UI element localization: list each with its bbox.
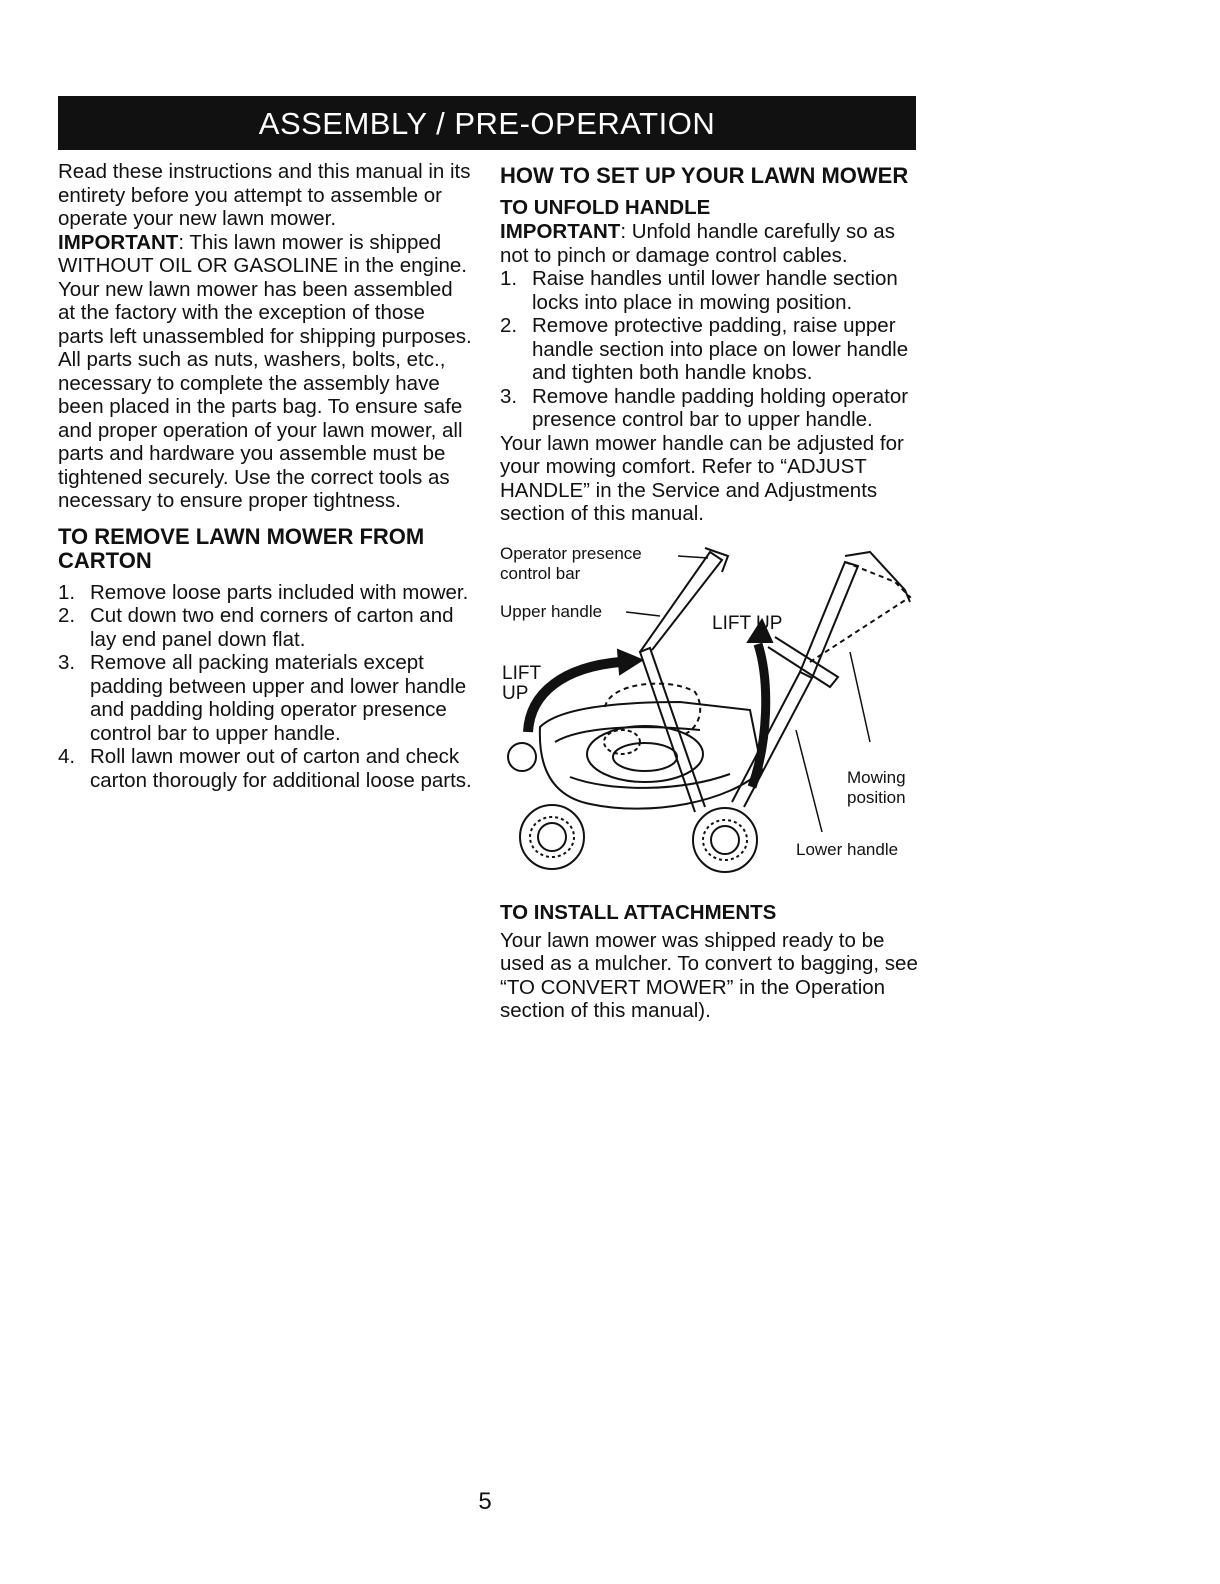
step-text: Cut down two end corners of carton and lay end panel down flat. (90, 604, 454, 651)
page-number: 5 (478, 1488, 492, 1515)
label-mowing-line2: position (847, 787, 906, 807)
handle-crossbar (768, 637, 838, 687)
step-text: Remove protective padding, raise upper handle section into place on lower handle and tighten both handle knobs. (532, 314, 909, 384)
side-wheel (508, 743, 536, 771)
step-number: 1. (500, 267, 518, 290)
list-item (58, 745, 473, 792)
leader-operator-bar (678, 556, 708, 558)
attach-heading: TO INSTALL ATTACHMENTS (500, 900, 777, 924)
leader-lower-handle (796, 730, 822, 832)
step-text: Remove loose parts included with mower. (90, 580, 469, 604)
remove-steps (58, 581, 473, 793)
step-number: 1. (58, 580, 76, 604)
label-mowing-line1: Mowing (847, 767, 906, 787)
important-label: IMPORTANT (500, 220, 621, 243)
mower-deck (540, 702, 762, 809)
deck-swirl (613, 743, 677, 771)
list-item (58, 604, 473, 651)
setup-heading: HOW TO SET UP YOUR LAWN MOWER (500, 163, 909, 188)
engine-cap (604, 730, 640, 754)
important-note (58, 231, 473, 278)
important-text: : Unfold handle carefully so as not to pinch or damage control cables. (500, 220, 895, 267)
leader-upper-handle (626, 612, 660, 616)
label-lift-up-left (502, 664, 541, 704)
important-text: : This lawn mower is shipped WITHOUT OIL OR GASOLINE in the engine. (58, 230, 467, 277)
rear-wheel-hub (711, 826, 739, 854)
label-operator-bar-line1: Operator presence (500, 543, 642, 563)
step-number: 4. (58, 745, 76, 768)
step-number: 2. (58, 604, 76, 627)
step-text: Remove all packing materials except padding between upper and lower handle and padding holding operator presence control bar to upper handle. (90, 651, 467, 745)
right-column (500, 164, 920, 1023)
list-item (500, 267, 920, 314)
step-number: 3. (500, 384, 518, 408)
leader-mowing (850, 652, 870, 742)
list-item (500, 314, 920, 385)
section-banner: ASSEMBLY / PRE-OPERATION (58, 96, 916, 150)
lift-arrow-right (752, 644, 766, 787)
list-item (500, 385, 920, 432)
front-wheel-hub (538, 823, 566, 851)
remove-heading: TO REMOVE LAWN MOWER FROM CARTON (58, 523, 425, 573)
list-item (58, 651, 473, 745)
step-text: Raise handles until lower handle section locks into place in mowing position. (532, 267, 898, 314)
upper-handle-folded (640, 552, 722, 652)
label-mowing-position (847, 768, 906, 808)
step-text: Roll lawn mower out of carton and check carton thorougly for additional loose parts. (90, 745, 472, 792)
label-operator-bar (500, 544, 642, 584)
left-column (58, 160, 473, 792)
step-text: Remove handle padding holding operator presence control bar to upper handle. (532, 384, 909, 431)
unfold-heading: TO UNFOLD HANDLE (500, 196, 711, 219)
adjust-paragraph: Your lawn mower handle can be adjusted for your mowing comfort. Refer to “ADJUST HANDLE” in the Service and Adjustments section of this manual. (500, 431, 904, 525)
label-upper-handle: Upper handle (500, 601, 603, 621)
lawn-mower-illustration (500, 542, 920, 887)
unfold-steps (500, 267, 920, 432)
label-lift-line1: LIFT (502, 662, 542, 684)
important-label: IMPORTANT (58, 230, 179, 254)
lower-handle-mowing (732, 672, 812, 807)
step-number: 3. (58, 651, 76, 674)
label-lift-line2: UP (502, 682, 529, 704)
mower-handle-figure (500, 542, 920, 887)
label-lift-up-right: LIFT UP (712, 612, 783, 634)
attach-paragraph: Your lawn mower was shipped ready to be used as a mulcher. To convert to bagging, see “TO CONVERT MOWER” in the Operation section of this manual). (500, 928, 918, 1022)
label-operator-bar-line2: control bar (500, 563, 581, 583)
assembly-paragraph: Your new lawn mower has been assembled at the factory with the exception of those parts left unassembled for shipping purposes. All parts such as nuts, washers, bolts, etc., necessary to complete the assembly have been placed in the parts bag. To ensure safe and proper operation of your lawn mower, all parts and hardware you assemble must be tightened securely. Use the correct tools as necessary to ensure proper tightness. (58, 277, 472, 512)
mowing-bar (845, 552, 910, 602)
unfold-important-note (500, 220, 920, 267)
upper-handle-mowing (800, 562, 858, 678)
lift-arrow-left (528, 662, 620, 732)
lift-arrow-left-head (618, 650, 642, 674)
list-item (58, 581, 473, 605)
label-lower-handle: Lower handle (796, 839, 899, 859)
step-number: 2. (500, 314, 518, 337)
intro-paragraph: Read these instructions and this manual in its entirety before you attempt to assemble or operate your new lawn mower. (58, 160, 471, 230)
